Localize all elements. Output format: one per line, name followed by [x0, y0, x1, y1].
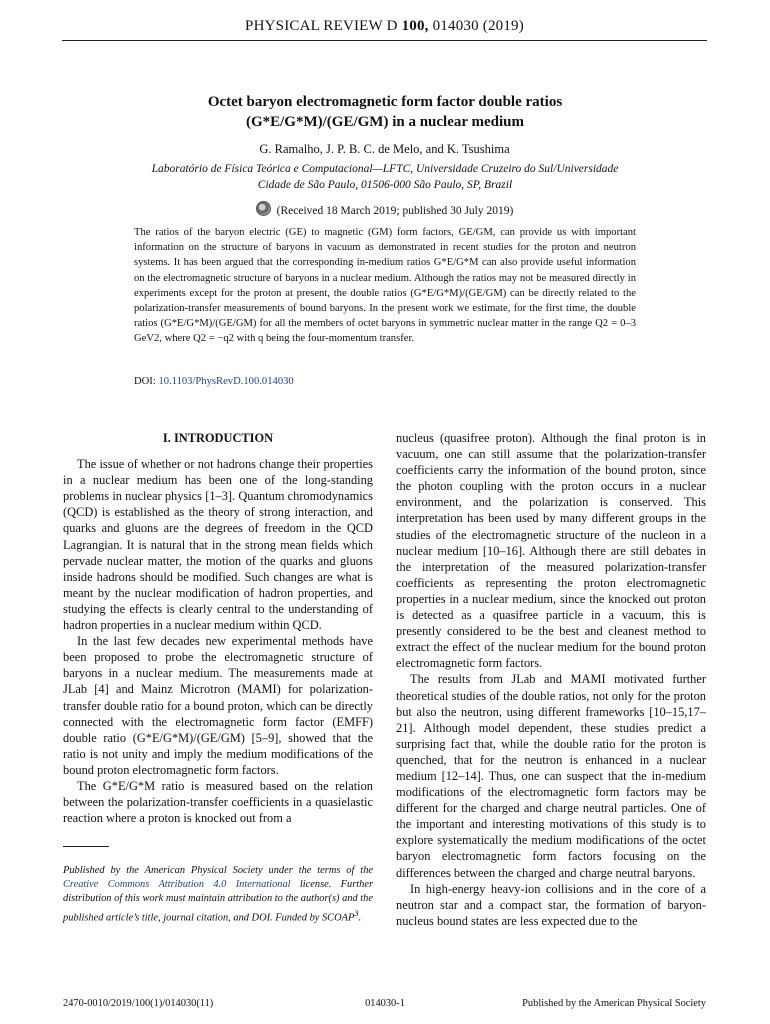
footnote-superscript: 3 — [354, 908, 359, 918]
right-column — [396, 430, 706, 929]
paper-title — [100, 92, 670, 132]
footnote-text: Published by the American Physical Society under the terms of the — [63, 865, 373, 876]
paragraph: The G*E/G*M ratio is measured based on the relation between the polarization-transfer coefficients in a quasielastic reaction where a proton is knocked out from a — [63, 778, 373, 826]
title-line-2: (G*E/G*M)/(GE/GM) in a nuclear medium — [245, 114, 525, 130]
title-line-1: Octet baryon electromagnetic form factor double ratios — [207, 94, 563, 110]
section-title: I. INTRODUCTION — [162, 431, 274, 445]
license-link[interactable]: Creative Commons Attribution 4.0 International — [63, 879, 291, 890]
journal-article-number: 014030 (2019) — [432, 18, 524, 34]
paragraph: In the last few decades new experimental methods have been proposed to probe the electromagnetic structure of baryons in a nuclear medium. The measurements made at JLab [4] and Mainz Microtron (MAMI) for polarization-transfer double ratio for a bound proton, which can be directly connected with the electromagnetic form factor (EMFF) double ratio (G*E/G*M)/(GE/GM) [5–9], showed that the ratio is not unity and imply the medium modifications of the bound proton electromagnetic form factors. — [63, 634, 373, 777]
doi-link[interactable]: 10.1103/PhysRevD.100.014030 — [158, 376, 294, 387]
abstract — [134, 225, 636, 347]
footnote-text: . — [358, 912, 362, 924]
journal-header — [62, 18, 707, 35]
footer-publisher: Published by the American Physical Society — [522, 998, 706, 1009]
paragraph: The issue of whether or not hadrons change their properties in a nuclear medium has been one of the long-standing problems in nuclear physics [1–3]. Quantum chromodynamics (QCD) is established as the theory of strong interaction, and quarks and gluons are the degrees of freedom in the QCD Lagrangian. It is natural that in the strong mean fields which pervade nuclear matter, the motion of the quarks and gluons inside hadrons should be modified. Such changes are what is meant by the nuclear modification of hadron properties, and studying the effects is clearly central to the understanding of hadron properties in a nuclear medium within QCD. — [63, 457, 373, 633]
paragraph: nucleus (quasifree proton). Although the final proton is in vacuum, one can still assume that the polarization-transfer coefficients carry the information of the bound proton, since the photon coupling with the proton occurs in a nuclear environment, and the polarization is conserved. This interpretation has been used by many different groups in the studies of the electromagnetic structure of the nucleon in a nuclear medium [10–16]. Although there are still debates in the interpretation of the measured polarization-transfer coefficients as representing the proton electromagnetic properties in a nuclear medium, since the knocked out proton is detected as a quasifree particle in a vacuum, this is presently considered to be the best and cleanest method to extract the effect of the nuclear medium for the bound proton electromagnetic form factors. — [396, 431, 706, 671]
header-rule — [62, 40, 707, 41]
affiliation-line-1: Laboratório de Física Teórica e Computacional—LFTC, Universidade Cruzeiro do Sul/Universidade — [151, 163, 619, 175]
footnote-rule — [63, 846, 109, 847]
left-column — [63, 430, 373, 826]
doi-label: DOI: — [134, 376, 156, 387]
paragraph: The results from JLab and MAMI motivated further theoretical studies of the double ratios, not only for the proton but also the neutron, using different frameworks [10–15,17–21]. Although model dependent, these studies predict a surprising fact that, while the double ratio for the proton is quenched, that for the neutron is enhanced in a nuclear medium [12–14]. Thus, one can suspect that the in-medium modifications of the electromagnetic form factors may be different for the charged and charge neutral particles. One of the important and interesting motivations of this study is to explore systematically the medium modifications of the octet baryon electromagnetic form factors focusing on the differences between the charged and charge neutral baryons. — [396, 672, 706, 880]
received-text: (Received 18 March 2019; published 30 July 2019) — [276, 205, 514, 217]
journal-name: PHYSICAL REVIEW D — [245, 18, 398, 34]
paragraph: In high-energy heavy-ion collisions and in the core of a neutron star and a compact star, the formation of baryon-nucleus bound states are less expected due to the — [396, 881, 706, 928]
affiliation-line-2: Cidade de São Paulo, 01506-000 São Paulo, SP, Brazil — [257, 179, 513, 191]
abstract-text: The ratios of the baryon electric (GE) to magnetic (GM) form factors, GE/GM, can provide us with important information on the structure of baryons in vacuum as demonstrated in recent studies for the proton and neutron systems. It has been argued that the corresponding in-medium ratios G*E/G*M can also provide useful information on the electromagnetic structure of baryons in a nuclear medium. Although the ratios may not be measured directly in experiments except for the proton at present, the double ratios (G*E/G*M)/(GE/GM) can be directly related to the polarization-transfer measurements of bound baryons. In the present work we estimate, for the first time, the double ratios (G*E/G*M)/(GE/GM) for all the members of octet baryons in symmetric nuclear matter in the range Q2 = 0–3 GeV2, where Q2 = −q2 with q being the four-momentum transfer. — [134, 227, 636, 345]
journal-volume: 100, — [401, 18, 429, 34]
author-list: G. Ramalho, J. P. B. C. de Melo, and K. Tsushima — [259, 142, 510, 156]
affiliation — [120, 161, 650, 193]
license-footnote — [63, 864, 373, 925]
footnote-text: license. Further distribution of this work must maintain attribution to the author(s) and the published article’s title, journal citation, and DOI. Funded by SCOAP — [63, 879, 374, 924]
received-dates — [62, 201, 707, 217]
footer-page-number: 014030-1 — [365, 998, 405, 1009]
doi-line — [134, 376, 294, 387]
check-for-updates-icon[interactable] — [256, 201, 271, 216]
footer-issn: 2470-0010/2019/100(1)/014030(11) — [63, 998, 214, 1009]
